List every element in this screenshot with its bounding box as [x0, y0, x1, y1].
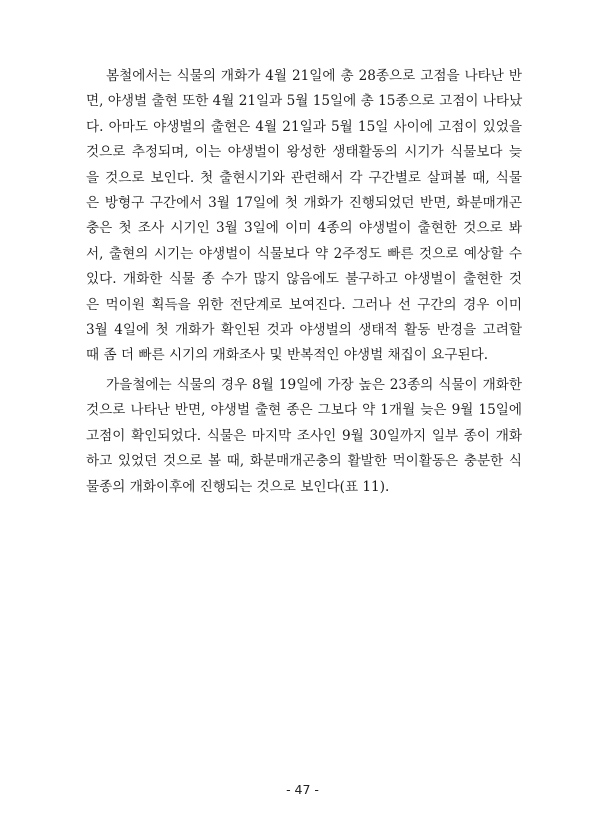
paragraph-spring: [86, 64, 522, 369]
paragraph-autumn: [86, 373, 522, 500]
text-line: 은 먹이원 획득을 위한 전단계로 보여진다. 그러나 선 구간의 경우 이미: [86, 296, 522, 313]
text-line: 서, 출현의 시기는 야생벌이 식물보다 약 2주정도 빠른 것으로 예상할 수: [86, 245, 522, 262]
body-text: [86, 64, 522, 504]
text-line: 고점이 확인되었다. 식물은 마지막 조사인 9월 30일까지 일부 종이 개화: [86, 427, 522, 444]
text-line: 물종의 개화이후에 진행되는 것으로 보인다(표 11).: [86, 478, 390, 495]
text-line: 있다. 개화한 식물 종 수가 많지 않음에도 불구하고 야생벌이 출현한 것: [86, 271, 522, 288]
text-line: 면, 야생벌 출현 또한 4월 21일과 5월 15일에 총 15종으로 고점이 나타났: [86, 93, 523, 110]
text-line: 봄철에서는 식물의 개화가 4월 21일에 총 28종으로 고점을 나타난 반: [106, 68, 522, 84]
page-number: - 47 -: [286, 782, 319, 797]
text-line: 하고 있었던 것으로 볼 때, 화분매개곤충의 활발한 먹이활동은 충분한 식: [86, 453, 522, 470]
text-line: 것으로 나타난 반면, 야생벌 출현 종은 그보다 약 1개월 늦은 9월 15일에: [86, 402, 522, 419]
text-line: 을 것으로 보인다. 첫 출현시기와 관련해서 각 구간별로 살펴볼 때, 식물: [86, 169, 522, 186]
text-line: 것으로 추정되며, 이는 야생벌이 왕성한 생태활동의 시기가 식물보다 늦: [86, 144, 522, 161]
text-line: 은 방형구 구간에서 3월 17일에 첫 개화가 진행되었던 반면, 화분매개곤: [86, 195, 522, 212]
text-line: 다. 아마도 야생벌의 출현은 4월 21일과 5월 15일 사이에 고점이 있었을: [86, 118, 522, 135]
text-line: 가을철에는 식물의 경우 8월 19일에 가장 높은 23종의 식물이 개화한: [106, 376, 522, 393]
text-line: 충은 첫 조사 시기인 3월 3일에 이미 4종의 야생벌이 출현한 것으로 봐: [86, 220, 522, 237]
text-line: 때 좀 더 빠른 시기의 개화조사 및 반복적인 야생벌 채집이 요구된다.: [86, 347, 489, 364]
text-line: 3월 4일에 첫 개화가 확인된 것과 야생벌의 생태적 활동 반경을 고려할: [86, 322, 522, 339]
